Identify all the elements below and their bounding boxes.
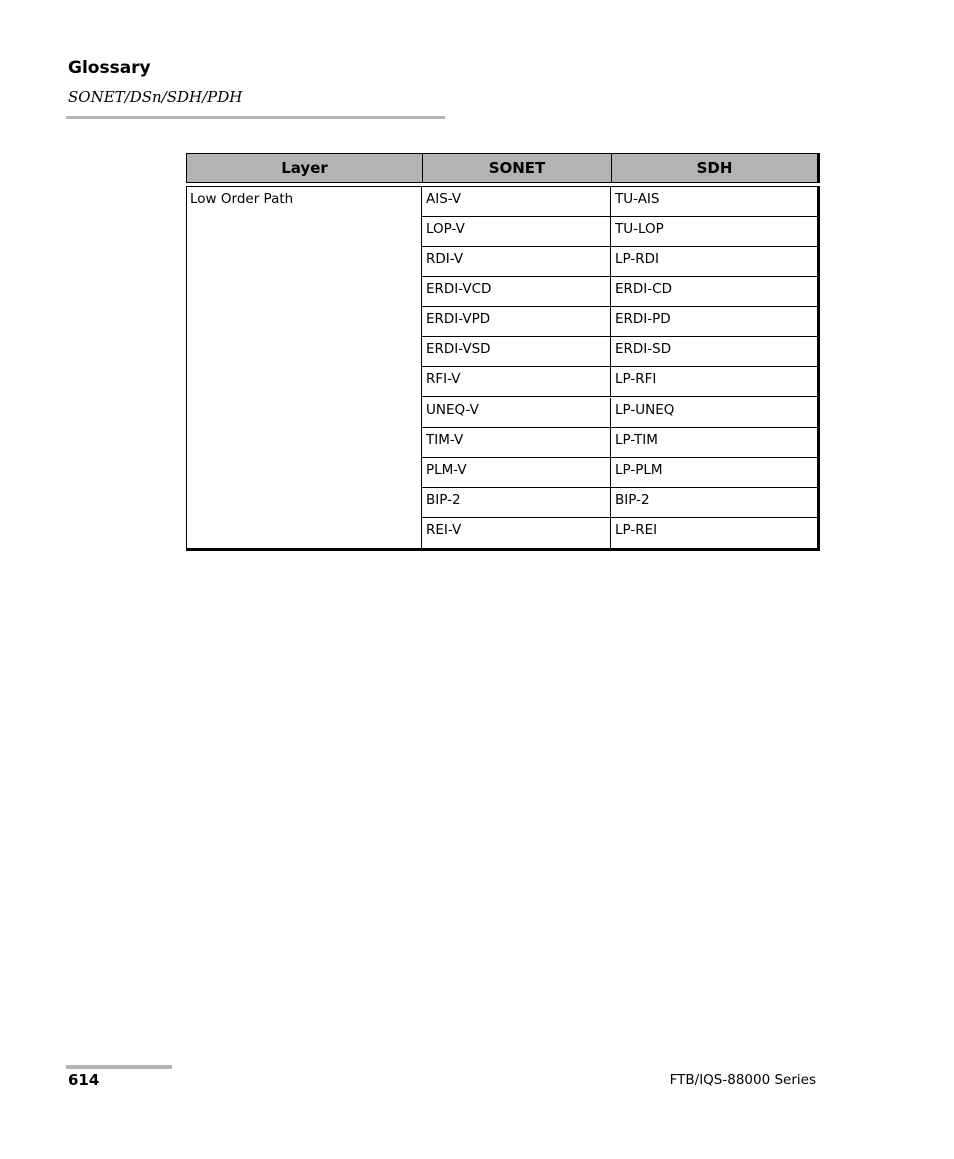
table-row [422, 488, 817, 518]
sonet-cell: LOP-V [422, 217, 611, 247]
sdh-cell: ERDI-PD [615, 311, 671, 328]
sonet-cell: BIP-2 [422, 488, 611, 518]
table-row [422, 337, 817, 367]
page-header-title: Glossary [68, 58, 151, 78]
footer-divider [66, 1065, 172, 1069]
table-body [186, 186, 820, 551]
sdh-cell: LP-REI [615, 521, 658, 538]
glossary-table [186, 153, 820, 551]
table-row [422, 247, 817, 277]
sonet-cell: ERDI-VCD [422, 277, 611, 307]
table-row [422, 518, 817, 548]
table-rows [422, 187, 817, 548]
sonet-cell: AIS-V [422, 187, 611, 217]
table-row [422, 307, 817, 337]
table-row [422, 187, 817, 217]
sdh-cell: LP-RDI [615, 251, 659, 268]
sonet-cell: REI-V [422, 518, 611, 548]
column-header-sonet: SONET [423, 154, 612, 182]
header-divider [66, 116, 445, 119]
series-name: FTB/IQS-88000 Series [669, 1072, 816, 1088]
table-header-row [186, 153, 820, 183]
table-row [422, 277, 817, 307]
sdh-cell: TU-AIS [615, 191, 660, 207]
table-row [422, 398, 817, 428]
column-header-layer: Layer [187, 154, 423, 182]
sdh-cell: LP-RFI [615, 371, 657, 388]
page-header-subtitle: SONET/DSn/SDH/PDH [68, 88, 243, 106]
sdh-cell: BIP-2 [615, 491, 650, 508]
sdh-cell: LP-UNEQ [615, 401, 675, 418]
layer-cell: Low Order Path [187, 187, 422, 548]
sonet-cell: TIM-V [422, 428, 611, 458]
sdh-cell: LP-TIM [615, 431, 658, 448]
table-row [422, 217, 817, 247]
sdh-cell: ERDI-CD [615, 281, 672, 298]
table-row [422, 367, 817, 397]
sdh-cell: ERDI-SD [615, 341, 672, 358]
sonet-cell: RDI-V [422, 247, 611, 277]
sdh-cell: TU-LOP [615, 221, 664, 238]
sonet-cell: PLM-V [422, 458, 611, 488]
sonet-cell: ERDI-VPD [422, 307, 611, 337]
sonet-cell: UNEQ-V [422, 398, 611, 428]
sdh-cell: LP-PLM [615, 461, 663, 478]
column-header-sdh: SDH [696, 159, 733, 177]
sonet-cell: RFI-V [422, 367, 611, 397]
page-number: 614 [68, 1071, 100, 1089]
table-row [422, 428, 817, 458]
sonet-cell: ERDI-VSD [422, 337, 611, 367]
table-row [422, 458, 817, 488]
